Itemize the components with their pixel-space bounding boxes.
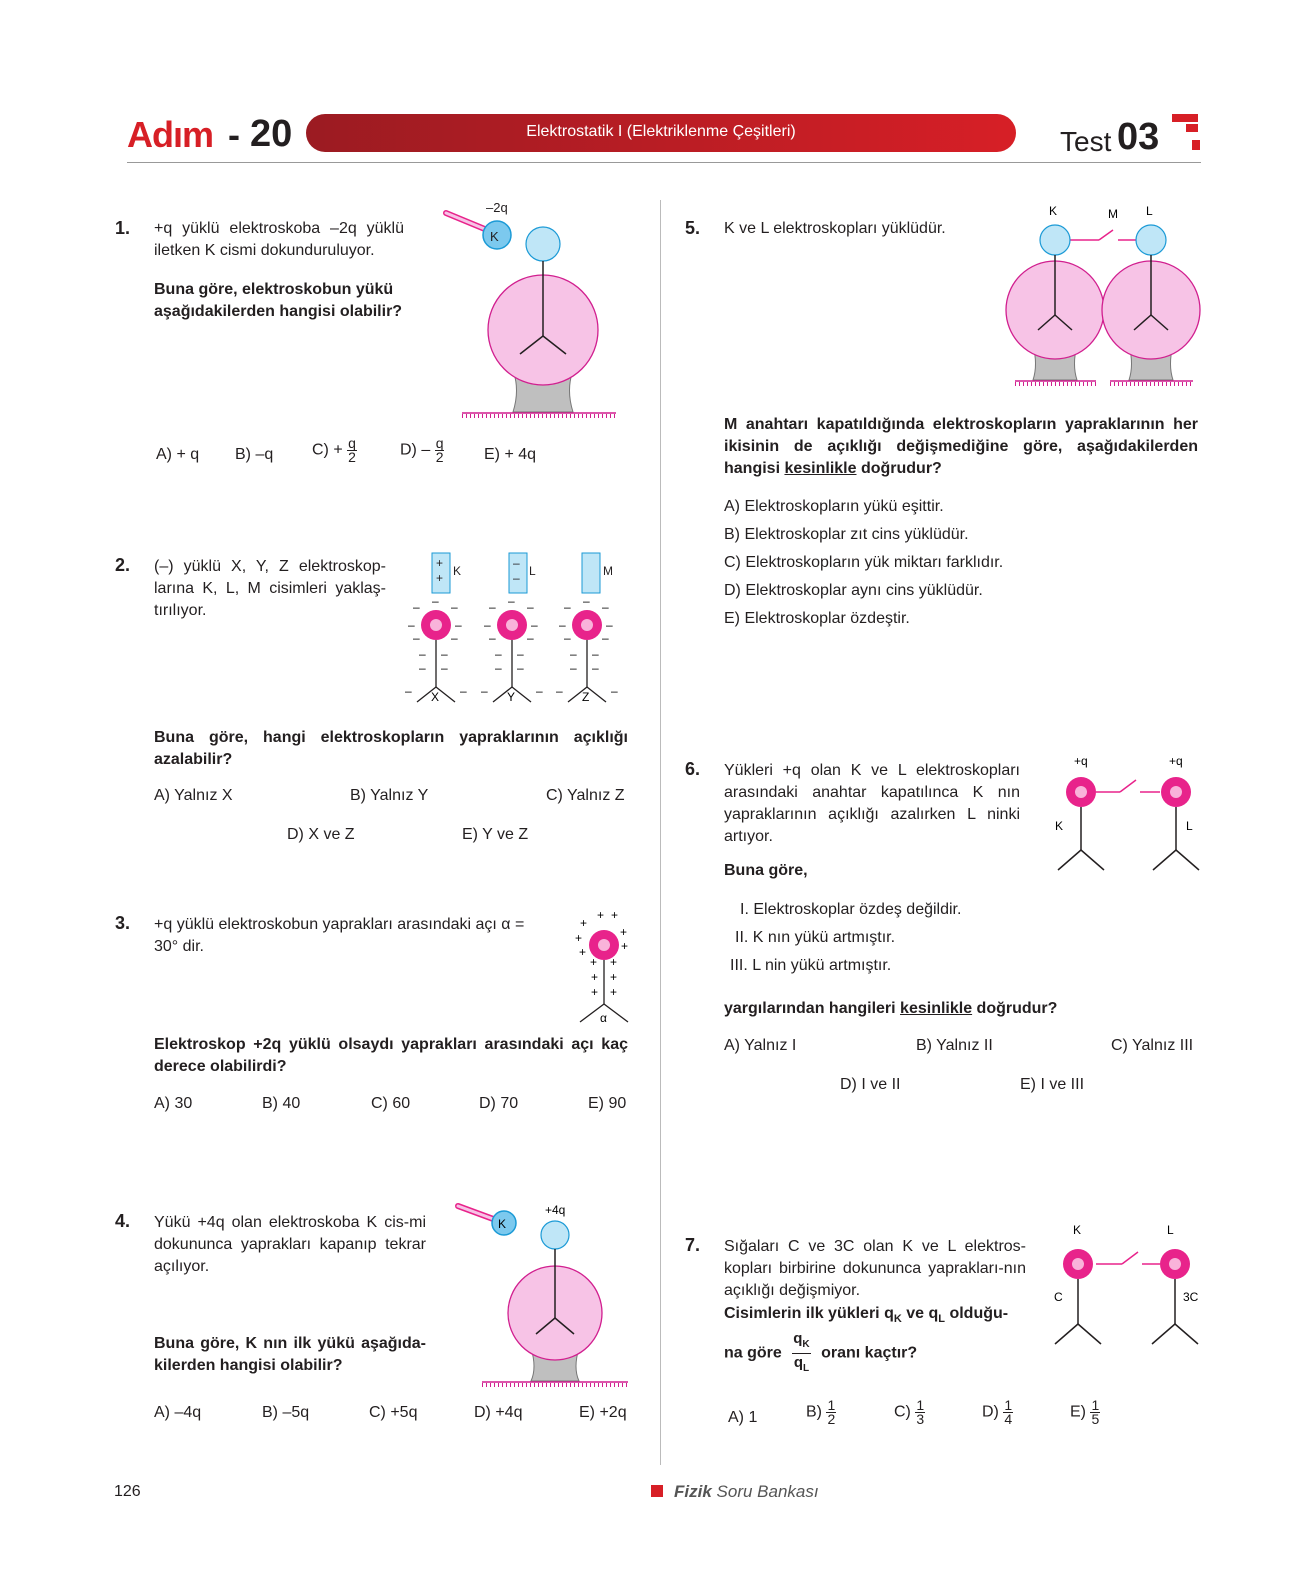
test-label: Test [1060, 126, 1112, 157]
option-c[interactable]: C) +5q [369, 1404, 418, 1421]
header-rule [127, 162, 1201, 163]
svg-text:–: – [413, 631, 420, 645]
svg-text:–: – [606, 618, 613, 632]
option-a[interactable]: A) 1 [728, 1409, 758, 1426]
subscript: L [938, 1313, 945, 1326]
svg-text:–: – [592, 661, 599, 675]
question-text: Yükleri +q olan K ve L elektroskopları arasındaki anahtar kapatılınca K nın yapraklarının açıklığı azalırken L ninki artıyor. [724, 762, 1020, 845]
option-a[interactable]: A) Elektroskopların yükü eşittir. [724, 498, 944, 515]
svg-text:–: – [451, 600, 458, 614]
footer-square-icon [651, 1485, 663, 1497]
svg-text:+: + [579, 945, 587, 959]
question-text: +q yüklü elektroskoba –2q yüklü iletken K cismi dokunduruluyor. [154, 220, 404, 259]
svg-text:–: – [559, 618, 566, 632]
svg-text:+: + [436, 556, 444, 570]
svg-text:+: + [610, 970, 618, 984]
question-number: 6. [685, 759, 701, 779]
svg-text:–: – [527, 631, 534, 645]
header [0, 0, 1303, 170]
svg-text:–: – [517, 647, 524, 661]
prompt-part: na göre [724, 1344, 782, 1362]
svg-text:+: + [590, 955, 598, 969]
option-a[interactable]: A) Yalnız X [154, 787, 233, 804]
svg-text:+: + [580, 916, 588, 930]
prompt-part: yargılarından hangileri [724, 1000, 901, 1017]
question-text: (–) yüklü X, Y, Z elektroskop-larına K, L, M cisimleri yaklaş-tırılıyor. [154, 558, 386, 619]
question-number: 1. [115, 218, 131, 238]
prompt-part: doğrudur? [972, 1000, 1058, 1017]
question-prompt: Buna göre, K nın ilk yükü aşağıda-kilerden hangisi olabilir? [154, 1335, 426, 1374]
option-a[interactable]: A) –4q [154, 1404, 202, 1421]
option-a[interactable]: A) + q [156, 446, 200, 463]
option-b[interactable]: B) –5q [262, 1404, 310, 1421]
statement-3: III. L nin yükü artmıştır. [730, 957, 892, 974]
rod-m-label: M [603, 564, 613, 578]
svg-text:+: + [436, 571, 444, 585]
svg-text:+: + [621, 939, 629, 953]
question-number: 4. [115, 1211, 131, 1231]
option-c[interactable] [894, 1399, 925, 1426]
capacitance-3c-label: 3C [1183, 1290, 1199, 1304]
svg-text:+: + [610, 955, 618, 969]
electroscope-k-label: K [1055, 819, 1064, 833]
svg-text:–: – [556, 684, 563, 698]
fraction: $\frac{1}{4}$ [1004, 1397, 1013, 1427]
figure-electroscopes-xyz [405, 545, 635, 715]
svg-text:–: – [481, 684, 488, 698]
option-b[interactable]: B) 40 [262, 1095, 301, 1112]
option-e[interactable]: E) I ve III [1020, 1076, 1085, 1093]
electroscope-k-label: K [1073, 1223, 1082, 1237]
option-a[interactable]: A) Yalnız I [724, 1037, 797, 1054]
figure-electroscopes-7 [1040, 1222, 1210, 1352]
svg-text:+: + [610, 985, 618, 999]
option-b[interactable]: B) Yalnız II [916, 1037, 993, 1054]
svg-text:+: + [597, 910, 605, 922]
option-c[interactable] [312, 437, 357, 464]
svg-text:–: – [611, 684, 618, 698]
option-d[interactable]: D) Elektroskoplar aynı cins yüklüdür. [724, 582, 983, 599]
svg-text:–: – [536, 684, 543, 698]
fraction: $\frac{q}{2}$ [435, 435, 444, 465]
ball-k-label: K [1049, 204, 1058, 218]
option-c-label: C) + [312, 441, 343, 459]
prompt-part: M anahtarı kapatıldığında elektroskopların yapraklarının her ikisinin de açıklığı değişmediğine göre, aşağıdakilerden hangisi [724, 416, 1198, 477]
question-number: 3. [115, 913, 131, 933]
svg-text:–: – [602, 600, 609, 614]
electroscope-l-label: L [1186, 819, 1193, 833]
figure-electroscopes-6 [1040, 750, 1210, 880]
lead-text: Buna göre, [724, 862, 808, 879]
svg-text:–: – [455, 618, 462, 632]
ball-l-label: L [1146, 204, 1153, 218]
option-d[interactable]: D) 70 [479, 1095, 519, 1112]
svg-text:–: – [495, 661, 502, 675]
svg-text:–: – [602, 631, 609, 645]
fraction: $\frac{q}{2}$ [348, 435, 356, 465]
alpha-label: α [600, 1011, 607, 1025]
question-text: +q yüklü elektroskobun yaprakları arasındaki açı α = 30° dir. [154, 916, 525, 955]
question-number: 7. [685, 1235, 701, 1255]
option-d[interactable]: D) I ve II [840, 1076, 901, 1093]
statement-1: I. Elektroskoplar özdeş değildir. [740, 901, 962, 918]
svg-text:+: + [620, 925, 628, 939]
electroscope-z-label: Z [582, 690, 590, 704]
electroscope-l-label: L [1167, 1223, 1174, 1237]
charge-label: +4q [545, 1203, 566, 1217]
svg-text:–: – [517, 661, 524, 675]
prompt-part: oranı kaçtır? [821, 1344, 918, 1362]
test-number: 03 [1117, 116, 1160, 158]
capacitance-c-label: C [1054, 1290, 1063, 1304]
figure-electroscope-4 [452, 1198, 642, 1408]
question-number: 5. [685, 218, 701, 238]
option-e[interactable] [1070, 1399, 1100, 1426]
question-prompt-line1 [724, 1303, 1008, 1330]
option-d[interactable]: D) +4q [474, 1404, 523, 1421]
option-c[interactable]: C) Yalnız Z [546, 787, 625, 804]
question-prompt [724, 414, 1198, 480]
statement-2: II. K nın yükü artmıştır. [735, 929, 896, 946]
fraction: $\frac{1}{5}$ [1091, 1397, 1100, 1427]
option-e[interactable]: E) 90 [588, 1095, 627, 1112]
option-b[interactable] [806, 1399, 836, 1426]
svg-text:–: – [405, 684, 412, 698]
rod-l-label: L [529, 564, 536, 578]
charge-l-label: +q [1169, 754, 1183, 768]
option-d-label: D) [982, 1403, 999, 1421]
electroscope-x-label: X [431, 690, 440, 704]
svg-text:+: + [575, 931, 583, 945]
question-text: Sığaları C ve 3C olan K ve L elektros-kopları birbirine dokununca yaprakları-nın açıklığı değişmiyor. [724, 1238, 1026, 1299]
prompt-part: olduğu- [945, 1305, 1009, 1322]
emphasis: kesinlikle [900, 1000, 973, 1017]
svg-text:+: + [591, 970, 599, 984]
svg-text:–: – [451, 631, 458, 645]
option-c[interactable]: C) Elektroskopların yük miktarı farklıdır. [724, 554, 1004, 571]
prompt-part: doğrudur? [856, 460, 942, 477]
footer-brand [674, 1482, 819, 1502]
page-number: 126 [114, 1483, 141, 1500]
svg-text:+: + [591, 985, 599, 999]
rod-k-label: K [453, 564, 462, 578]
svg-text:–: – [570, 647, 577, 661]
body-k-label: K [490, 229, 499, 244]
svg-text:–: – [508, 594, 515, 608]
option-b-label: B) [806, 1403, 822, 1421]
option-c[interactable]: C) Yalnız III [1111, 1037, 1194, 1054]
svg-text:–: – [531, 618, 538, 632]
svg-text:+: + [611, 910, 619, 922]
question-text: K ve L elektroskopları yüklüdür. [724, 220, 946, 237]
option-e[interactable]: E) Y ve Z [462, 826, 529, 843]
subscript: K [893, 1313, 902, 1326]
option-d[interactable] [982, 1399, 1013, 1426]
svg-text:–: – [413, 600, 420, 614]
prompt-part: ve q [901, 1305, 939, 1322]
question-text: Yükü +4q olan elektroskoba K cis-mi dokununca yaprakları kapanıp tekrar açılıyor. [154, 1214, 426, 1275]
svg-text:–: – [583, 594, 590, 608]
option-b[interactable]: B) Yalnız Y [350, 787, 429, 804]
svg-text:–: – [419, 661, 426, 675]
option-d[interactable] [400, 437, 444, 464]
question-prompt: Elektroskop +2q yüklü olsaydı yaprakları arasındaki açı kaç derece olabilirdi? [154, 1036, 628, 1075]
svg-text:–: – [419, 647, 426, 661]
option-e[interactable]: E) Elektroskoplar özdeştir. [724, 610, 910, 627]
body-k-label: K [498, 1217, 507, 1231]
question-number: 2. [115, 555, 131, 575]
brand-logo: Adım [127, 114, 213, 155]
electroscope-y-label: Y [507, 690, 516, 704]
option-d[interactable]: D) X ve Z [287, 826, 355, 843]
footer-brand-rest: Soru Bankası [711, 1482, 819, 1501]
footer-brand-bold: Fizik [674, 1482, 712, 1501]
option-c-label: C) [894, 1403, 911, 1421]
column-divider [660, 200, 661, 1465]
svg-text:–: – [564, 600, 571, 614]
svg-text:–: – [513, 571, 520, 585]
svg-text:–: – [484, 618, 491, 632]
ratio-fraction: $\frac{q_K}{q_L}$ [793, 1330, 810, 1374]
svg-text:–: – [432, 594, 439, 608]
option-b[interactable]: B) Elektroskoplar zıt cins yüklüdür. [724, 526, 969, 543]
svg-text:–: – [564, 631, 571, 645]
svg-text:–: – [441, 647, 448, 661]
svg-text:–: – [495, 647, 502, 661]
svg-text:–: – [460, 684, 467, 698]
figure-electroscope-3 [570, 910, 640, 1030]
option-c[interactable]: C) 60 [371, 1095, 411, 1112]
question-prompt: Buna göre, hangi elektroskopların yapraklarının açıklığı azalabilir? [154, 729, 628, 768]
svg-text:–: – [527, 600, 534, 614]
brand-number: 20 [250, 113, 293, 155]
question-prompt: Buna göre, elektroskobun yükü aşağıdakilerden hangisi olabilir? [154, 281, 403, 320]
option-b[interactable]: B) –q [235, 446, 274, 463]
svg-text:–: – [408, 618, 415, 632]
fraction: $\frac{1}{3}$ [916, 1397, 925, 1427]
question-prompt [724, 998, 1057, 1020]
fraction: $\frac{1}{2}$ [827, 1397, 836, 1427]
charge-label: –2q [486, 200, 508, 215]
question-prompt-line2 [724, 1330, 917, 1377]
option-e[interactable]: E) + 4q [484, 446, 537, 463]
svg-text:–: – [489, 631, 496, 645]
svg-text:–: – [441, 661, 448, 675]
svg-text:–: – [489, 600, 496, 614]
topic-title: Elektrostatik I (Elektriklenme Çeşitleri) [526, 123, 796, 140]
svg-text:–: – [592, 647, 599, 661]
option-e[interactable]: E) +2q [579, 1404, 627, 1421]
figure-electroscope-1 [440, 200, 640, 430]
svg-text:–: – [513, 556, 520, 570]
switch-m-label: M [1108, 207, 1118, 221]
brand-dash: - [228, 114, 240, 155]
svg-text:–: – [570, 661, 577, 675]
option-a[interactable]: A) 30 [154, 1095, 193, 1112]
emphasis: kesinlikle [784, 460, 857, 477]
figure-electroscopes-kl [1000, 200, 1210, 395]
prompt-part: Cisimlerin ilk yükleri q [724, 1305, 894, 1322]
charge-k-label: +q [1074, 754, 1088, 768]
option-d-label: D) – [400, 441, 431, 459]
corner-mark-icon [1172, 114, 1202, 154]
option-e-label: E) [1070, 1403, 1086, 1421]
